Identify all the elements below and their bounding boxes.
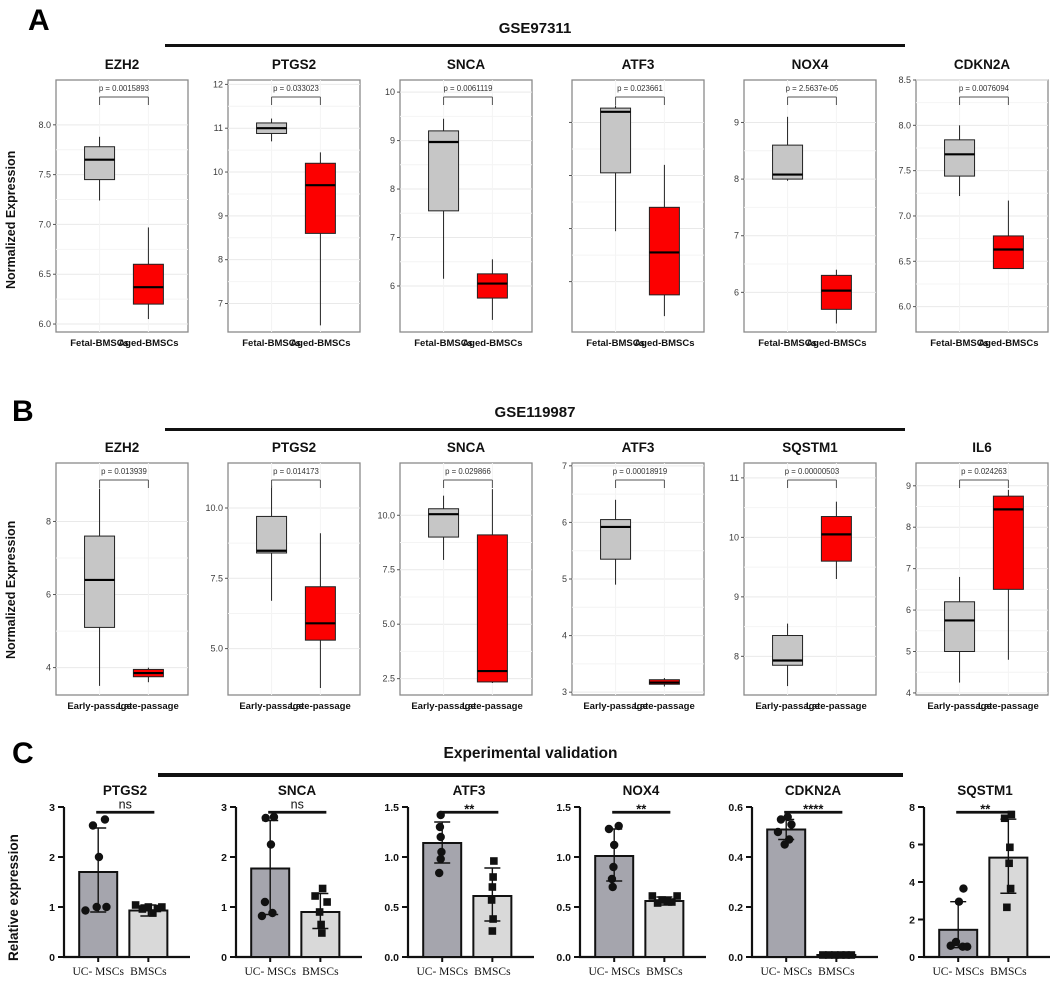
panel-a-header-line (165, 44, 905, 47)
plot-area (744, 80, 876, 332)
chart-title: SQSTM1 (782, 440, 838, 455)
box-chart-ptgs2 (194, 439, 366, 721)
y-tick-label: 12 (212, 79, 223, 90)
x-category-label: BMSCs (130, 966, 167, 978)
x-category-label: BMSCs (990, 966, 1027, 978)
chart-cell-b-snca (366, 439, 538, 726)
y-tick-label: 2 (909, 914, 915, 927)
box-chart-cdkn2a (882, 56, 1054, 356)
y-tick-label: 10.0 (377, 510, 395, 521)
x-category-label: Fetal-BMSCs (242, 338, 301, 349)
data-point-circle (95, 853, 103, 861)
x-category-label: UC- MSCs (932, 966, 984, 978)
y-tick-label: 6.0 (38, 319, 51, 330)
y-tick-label: 4 (45, 662, 51, 673)
panel-a-charts-row (22, 56, 1054, 361)
x-category-label: Early-passage (239, 701, 304, 712)
box (649, 207, 679, 295)
data-point-circle (608, 875, 616, 883)
data-point-circle (963, 942, 971, 950)
chart-cell-a-ptgs2 (194, 56, 366, 361)
y-tick-label: 10 (728, 532, 739, 543)
y-tick-label: 1 (49, 902, 55, 914)
y-tick-label: 0.0 (556, 952, 571, 964)
chart-title: PTGS2 (271, 57, 317, 72)
significance-label: ns (118, 797, 132, 812)
chart-cell-a-ezh2 (22, 56, 194, 361)
significance-label: ** (464, 801, 475, 817)
bar-chart-cdkn2a (710, 781, 882, 989)
data-point-square (848, 951, 856, 959)
y-tick-label: 10 (384, 87, 395, 98)
data-point-circle (959, 884, 967, 892)
y-tick-label: 3 (561, 687, 567, 698)
y-tick-label: 8 (905, 522, 911, 533)
p-value-label: p = 2.5637e-05 (785, 84, 839, 93)
chart-cell-a-snca (366, 56, 538, 361)
y-tick-label: 0 (221, 952, 227, 964)
chart-title: NOX4 (791, 57, 829, 72)
data-point-circle (784, 813, 792, 821)
panel-label-b: B (12, 395, 34, 428)
box-chart-snca (366, 439, 538, 721)
data-point-circle (262, 814, 270, 822)
y-tick-label: 0.6 (728, 802, 743, 814)
p-value-label: p = 0.029866 (445, 467, 491, 476)
data-point-square (1005, 859, 1013, 867)
panel-c-header-line (158, 773, 903, 777)
data-point-square (489, 915, 497, 923)
x-category-label: Late-passage (118, 701, 179, 712)
y-tick-label: 1.0 (384, 852, 399, 864)
x-category-label: Fetal-BMSCs (758, 338, 817, 349)
data-point-square (158, 903, 166, 911)
data-point-circle (609, 883, 617, 891)
p-value-label: p = 0.024263 (961, 467, 1007, 476)
data-point-square (1003, 904, 1011, 912)
y-tick-label: 0.5 (556, 902, 571, 914)
significance-label: **** (803, 801, 824, 817)
chart-title: NOX4 (622, 783, 660, 798)
y-tick-label: 9 (905, 480, 911, 491)
data-point-circle (955, 897, 963, 905)
plot-area (400, 80, 532, 332)
x-category-label: Aged-BMSCs (118, 338, 179, 349)
data-point-square (318, 929, 326, 937)
panel-a-y-axis-label: Normalized Expression (4, 150, 18, 290)
y-tick-label: 2 (49, 852, 55, 864)
chart-title: SNCA (277, 783, 317, 798)
box (477, 535, 507, 682)
plot-area (916, 463, 1048, 695)
y-tick-label: 8 (733, 651, 739, 662)
chart-title: SNCA (446, 440, 486, 455)
x-category-label: Fetal-BMSCs (70, 338, 129, 349)
data-point-circle (89, 821, 97, 829)
x-category-label: Aged-BMSCs (978, 338, 1039, 349)
p-value-label: p = 0.014173 (273, 467, 319, 476)
x-category-label: Early-passage (583, 701, 648, 712)
box (305, 163, 335, 233)
box-chart-il6 (882, 439, 1054, 721)
chart-cell-c-snca (194, 781, 366, 994)
x-category-label: UC- MSCs (588, 966, 640, 978)
panel-label-a: A (28, 4, 50, 37)
box (821, 517, 851, 562)
x-category-label: Late-passage (634, 701, 695, 712)
bar-chart-nox4 (538, 781, 710, 989)
bar-chart-atf3 (366, 781, 538, 989)
y-tick-label: 9 (217, 210, 223, 221)
y-tick-label: 10.0 (205, 502, 223, 513)
y-tick-label: 7.0 (898, 210, 911, 221)
data-point-square (489, 927, 497, 935)
plot-area (56, 80, 188, 332)
chart-cell-a-nox4 (710, 56, 882, 361)
chart-cell-a-atf3 (538, 56, 710, 361)
y-tick-label: 8 (389, 184, 395, 195)
data-point-square (1006, 844, 1014, 852)
p-value-label: p = 0.013939 (101, 467, 147, 476)
panel-label-c: C (12, 737, 34, 770)
y-tick-label: 7 (389, 232, 395, 243)
y-tick-label: 7 (217, 298, 223, 309)
x-category-label: Fetal-BMSCs (414, 338, 473, 349)
x-category-label: Early-passage (755, 701, 820, 712)
data-point-square (132, 901, 140, 909)
y-tick-label: 11 (729, 472, 739, 483)
p-value-label: p = 0.033023 (273, 84, 319, 93)
data-point-circle (270, 813, 278, 821)
box (993, 236, 1023, 269)
y-tick-label: 7.5 (898, 165, 911, 176)
data-point-circle (267, 840, 275, 848)
y-tick-label: 8 (217, 254, 223, 265)
p-value-label: p = 0.0076094 (958, 84, 1010, 93)
x-category-label: Fetal-BMSCs (930, 338, 989, 349)
data-point-circle (605, 825, 613, 833)
y-tick-label: 0.4 (728, 852, 743, 864)
box-chart-atf3 (538, 56, 710, 356)
chart-cell-c-atf3 (366, 781, 538, 994)
panel-c-charts-row (22, 781, 1054, 994)
box-chart-atf3 (538, 439, 710, 721)
data-point-square (311, 892, 319, 900)
y-tick-label: 4 (909, 877, 915, 889)
data-point-square (319, 885, 327, 893)
x-category-label: BMSCs (646, 966, 683, 978)
plot-area (572, 80, 704, 332)
x-category-label: BMSCs (818, 966, 855, 978)
x-category-label: Aged-BMSCs (634, 338, 695, 349)
data-point-square (1001, 814, 1009, 822)
y-tick-label: 5 (905, 646, 911, 657)
data-point-circle (436, 823, 444, 831)
y-tick-label: 7 (905, 563, 911, 574)
box (601, 108, 631, 173)
chart-title: ATF3 (621, 57, 655, 72)
data-point-circle (787, 820, 795, 828)
data-point-square (490, 857, 498, 865)
y-tick-label: 7.5 (210, 573, 223, 584)
x-category-label: UC- MSCs (760, 966, 812, 978)
y-tick-label: 0.0 (728, 952, 743, 964)
box-chart-ptgs2 (194, 56, 366, 356)
x-category-label: Aged-BMSCs (806, 338, 867, 349)
plot-area (56, 463, 188, 695)
data-point-circle (81, 906, 89, 914)
y-tick-label: 2 (221, 852, 227, 864)
chart-title: SQSTM1 (957, 783, 1013, 798)
panel-a-dataset-title: GSE97311 (498, 20, 572, 37)
box (133, 264, 163, 304)
y-tick-label: 0 (909, 952, 915, 964)
data-point-square (489, 873, 497, 881)
chart-title: CDKN2A (953, 57, 1011, 72)
y-tick-label: 11 (213, 123, 223, 134)
x-category-label: BMSCs (302, 966, 339, 978)
data-point-square (489, 883, 497, 891)
chart-cell-a-cdkn2a (882, 56, 1054, 361)
panel-b-charts-row (22, 439, 1054, 726)
y-tick-label: 0.5 (384, 902, 399, 914)
p-value-label: p = 0.00018919 (612, 467, 668, 476)
x-category-label: Late-passage (462, 701, 523, 712)
y-tick-label: 9 (389, 135, 395, 146)
box-chart-nox4 (710, 56, 882, 356)
y-tick-label: 6 (389, 280, 395, 291)
panel-a (0, 0, 1059, 395)
chart-title: EZH2 (104, 440, 140, 455)
y-tick-label: 6 (561, 517, 567, 528)
panel-b (0, 395, 1059, 733)
box (85, 147, 115, 180)
panel-c (0, 733, 1059, 995)
y-tick-label: 7 (733, 230, 739, 241)
bar-chart-snca (194, 781, 366, 989)
y-tick-label: 7.5 (38, 169, 51, 180)
box-chart-sqstm1 (710, 439, 882, 721)
box (305, 587, 335, 640)
y-tick-label: 1.5 (384, 802, 399, 814)
data-point-circle (93, 903, 101, 911)
plot-area (228, 80, 360, 332)
chart-cell-b-ezh2 (22, 439, 194, 726)
y-tick-label: 8 (909, 802, 915, 814)
chart-cell-b-il6 (882, 439, 1054, 726)
y-tick-label: 6 (905, 605, 911, 616)
plot-area (228, 463, 360, 695)
box (601, 520, 631, 560)
y-tick-label: 5 (561, 574, 567, 584)
y-tick-label: 0.2 (728, 902, 743, 914)
data-point-square (316, 908, 324, 916)
p-value-label: p = 0.0015893 (98, 84, 150, 93)
box (429, 509, 459, 537)
y-tick-label: 3 (49, 802, 55, 814)
data-point-square (1007, 885, 1015, 893)
x-category-label: Late-passage (806, 701, 867, 712)
chart-title: PTGS2 (102, 783, 148, 798)
chart-title: IL6 (972, 440, 992, 455)
chart-title: EZH2 (104, 57, 140, 72)
y-tick-label: 10 (212, 167, 223, 178)
y-tick-label: 1.0 (556, 852, 571, 864)
x-category-label: Early-passage (411, 701, 476, 712)
y-tick-label: 6 (45, 589, 51, 600)
box-chart-ezh2 (22, 56, 194, 356)
panel-c-header-title: Experimental validation (443, 745, 618, 762)
data-point-circle (261, 898, 269, 906)
chart-title: SNCA (446, 57, 486, 72)
data-point-circle (258, 912, 266, 920)
chart-title: ATF3 (621, 440, 655, 455)
box (821, 275, 851, 309)
y-tick-label: 7.0 (38, 219, 51, 230)
x-category-label: Fetal-BMSCs (586, 338, 645, 349)
y-tick-label: 9 (733, 591, 739, 602)
chart-cell-b-ptgs2 (194, 439, 366, 726)
data-point-square (488, 896, 496, 904)
y-tick-label: 8.5 (898, 75, 911, 85)
data-point-circle (437, 833, 445, 841)
y-tick-label: 5.0 (382, 619, 395, 630)
bar-chart-sqstm1 (882, 781, 1054, 989)
y-tick-label: 6 (733, 287, 739, 298)
bar (645, 901, 683, 957)
y-tick-label: 6.5 (898, 256, 911, 267)
data-point-square (323, 898, 331, 906)
y-tick-label: 8.0 (38, 119, 51, 130)
y-tick-label: 0 (49, 952, 55, 964)
chart-title: PTGS2 (271, 440, 317, 455)
y-tick-label: 6.5 (38, 269, 51, 280)
data-point-circle (609, 863, 617, 871)
x-category-label: Late-passage (290, 701, 351, 712)
chart-cell-c-sqstm1 (882, 781, 1054, 994)
data-point-circle (437, 855, 445, 863)
panel-b-y-axis-label: Normalized Expression (4, 520, 18, 660)
panel-b-header-line (165, 428, 905, 431)
chart-cell-c-cdkn2a (710, 781, 882, 994)
data-point-circle (615, 822, 623, 830)
chart-title: ATF3 (452, 783, 486, 798)
significance-label: ** (636, 801, 647, 817)
p-value-label: p = 0.023661 (617, 84, 663, 93)
chart-cell-b-atf3 (538, 439, 710, 726)
data-point-square (673, 892, 681, 900)
y-tick-label: 8 (45, 516, 51, 527)
y-tick-label: 1.5 (556, 802, 571, 814)
data-point-circle (781, 840, 789, 848)
y-tick-label: 8 (733, 174, 739, 185)
data-point-circle (610, 841, 618, 849)
x-category-label: Early-passage (927, 701, 992, 712)
data-point-circle (435, 869, 443, 877)
y-tick-label: 2.5 (382, 673, 395, 684)
x-category-label: Aged-BMSCs (462, 338, 523, 349)
box (257, 516, 287, 553)
data-point-circle (102, 903, 110, 911)
significance-label: ns (290, 797, 304, 812)
data-point-circle (268, 909, 276, 917)
x-category-label: Late-passage (978, 701, 1039, 712)
chart-cell-c-ptgs2 (22, 781, 194, 994)
box-chart-ezh2 (22, 439, 194, 721)
panel-b-dataset-title: GSE119987 (494, 404, 576, 421)
bar (129, 911, 167, 958)
y-tick-label: 9 (733, 117, 739, 128)
y-tick-label: 0.0 (384, 952, 399, 964)
p-value-label: p = 0.00000503 (784, 467, 840, 476)
chart-title: CDKN2A (784, 783, 842, 798)
y-tick-label: 6.0 (898, 301, 911, 312)
data-point-circle (774, 828, 782, 836)
y-tick-label: 4 (905, 687, 911, 698)
plot-area (744, 463, 876, 695)
box (477, 274, 507, 298)
box (945, 602, 975, 652)
x-category-label: BMSCs (474, 966, 511, 978)
data-point-square (317, 921, 325, 929)
panel-c-y-axis-label: Relative expression (6, 834, 21, 962)
plot-area (916, 80, 1048, 332)
x-category-label: UC- MSCs (244, 966, 296, 978)
bar-chart-ptgs2 (22, 781, 194, 989)
chart-cell-b-sqstm1 (710, 439, 882, 726)
plot-area (400, 463, 532, 695)
box-chart-snca (366, 56, 538, 356)
y-tick-label: 5.0 (210, 643, 223, 654)
y-tick-label: 8.0 (898, 120, 911, 131)
y-tick-label: 1 (221, 902, 227, 914)
bar (767, 830, 805, 958)
chart-cell-c-nox4 (538, 781, 710, 994)
x-category-label: UC- MSCs (416, 966, 468, 978)
y-tick-label: 6 (909, 839, 915, 852)
x-category-label: Early-passage (67, 701, 132, 712)
y-tick-label: 7.5 (382, 564, 395, 575)
y-tick-label: 7 (561, 460, 567, 471)
box (945, 140, 975, 176)
p-value-label: p = 0.0061119 (443, 84, 493, 93)
significance-label: ** (980, 801, 991, 817)
y-tick-label: 4 (561, 630, 567, 641)
data-point-square (649, 892, 657, 900)
box (85, 536, 115, 627)
x-category-label: Aged-BMSCs (290, 338, 351, 349)
x-category-label: UC- MSCs (72, 966, 124, 978)
data-point-circle (101, 815, 109, 823)
y-tick-label: 3 (221, 802, 227, 814)
